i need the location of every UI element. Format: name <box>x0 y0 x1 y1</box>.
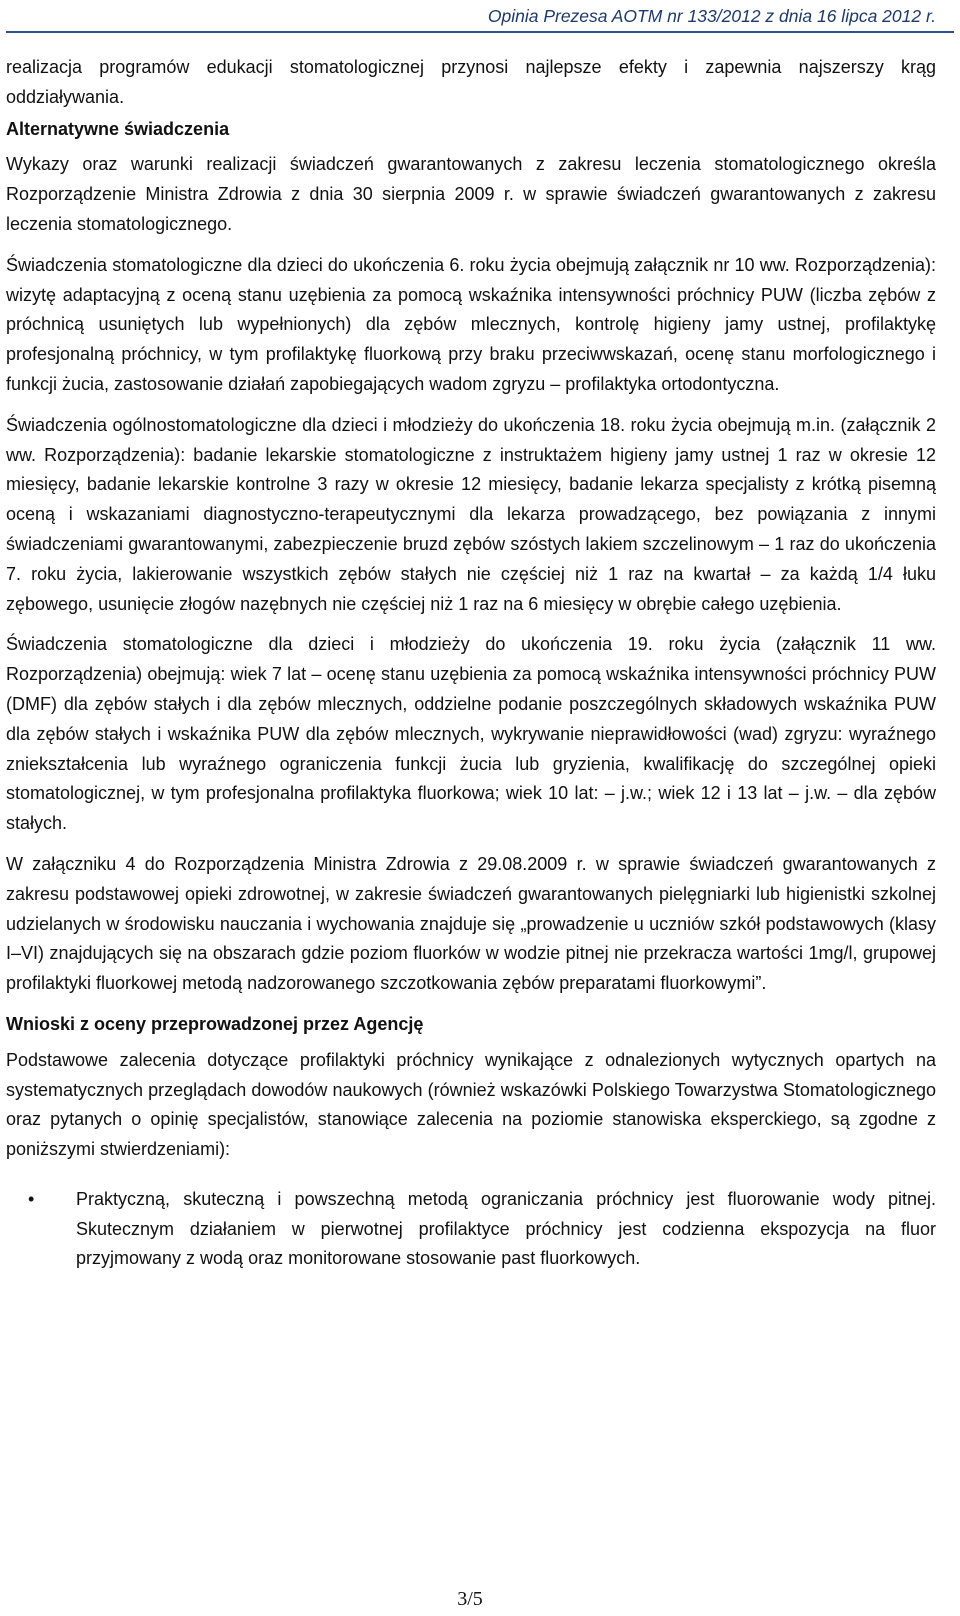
paragraph-children-under-18: Świadczenia ogólnostomatologiczne dla dzieci i młodzieży do ukończenia 18. roku życia obejmują m.in. (załącznik 2 ww. Rozporządzenia): badanie lekarskie stomatologiczne z instruktażem higieny jamy ustnej 1 raz w okresie 12 miesięcy, badanie lekarskie kontrolne 3 razy w okresie 12 miesięcy, badanie lekarza specjalisty z krótką pisemną oceną i wskazaniami diagnostyczno-terapeutycznymi dla lekarza prowadzącego, bez powiązania z innymi świadczeniami gwarantowanymi, zabezpieczenie bruzd zębów szóstych lakiem szczelinowym – 1 raz do ukończenia 7. roku życia, lakierowanie wszystkich zębów stałych nie częściej niż 1 raz na kwartał – za każdą 1/4 łuku zębowego, usunięcie złogów nazębnych nie częściej niż 1 raz na 6 miesięcy w obrębie całego uzębienia. <box>6 414 936 614</box>
paragraph-children-under-6: Świadczenia stomatologiczne dla dzieci do ukończenia 6. roku życia obejmują załącznik nr 10 ww. Rozporządzenia): wizytę adaptacyjną z oceną stanu uzębienia za pomocą wskaźnika intensywności próchnicy PUW (liczba zębów z próchnicą usuniętych lub wypełnionych) dla zębów mlecznych, kontrolę higieny jamy ustnej, profilaktykę profesjonalną próchnicy, w tym profilaktykę fluorkową przy braku przeciwwskazań, ocenę stanu morfologicznego i funkcji żucia, zastosowanie działań zapobiegających wadom zgryzu – profilaktyka ortodontyczna. <box>6 254 936 394</box>
page-number: 3/5 <box>457 1588 483 1610</box>
header-divider <box>6 31 954 33</box>
paragraph-children-under-19: Świadczenia stomatologiczne dla dzieci i młodzieży do ukończenia 19. roku życia (załącznik 11 ww. Rozporządzenia) obejmują: wiek 7 lat – ocenę stanu uzębienia za pomocą wskaźnika intensywności próchnicy PUW (DMF) dla zębów stałych i dla zębów mlecznych, oddzielne podanie poszczególnych składowych wskaźnika PUW dla zębów stałych i wskaźnika PUW dla zębów mlecznych, wykrywanie nieprawidłowości (wad) zgryzu: wyraźnego zniekształcenia lub wyraźnego ograniczenia funkcji żucia lub gryzienia, kwalifikację do szczególnej opieki stomatologicznej, w tym profesjonalna profilaktyka fluorkowa; wiek 10 lat: – j.w.; wiek 12 i 13 lat – j.w. – dla zębów stałych. <box>6 634 936 834</box>
paragraph-intro-continuation: realizacja programów edukacji stomatologicznej przynosi najlepsze efekty i zapewnia najszerszy krąg oddziaływania. <box>6 57 936 107</box>
paragraph-recommendations: Podstawowe zalecenia dotyczące profilaktyki próchnicy wynikające z odnalezionych wytycznych opartych na systematycznych przeglądach dowodów naukowych (również wskazówki Polskiego Towarzystwa Stomatologicznego oraz pytanych o opinię specjalistów, stanowiące zalecenia na poziomie stanowiska eksperckiego, są zgodne z poniższymi stwierdzeniami): <box>6 1049 936 1160</box>
paragraph-annex-4: W załączniku 4 do Rozporządzenia Ministra Zdrowia z 29.08.2009 r. w sprawie świadczeń gwarantowanych z zakresu podstawowej opieki zdrowotnej, w zakresie świadczeń gwarantowanych pielęgniarki lub higienistki szkolnej udzielanych w środowisku nauczania i wychowania znajduje się „prowadzenie u uczniów szkół podstawowych (klasy I–VI) znajdujących się na obszarach gdzie poziom fluorków w wodzie pitnej nie przekracza wartości 1mg/l, grupowej profilaktyki fluorkowej metodą nadzorowanego szczotkowania zębów preparatami fluorkowymi”. <box>6 853 936 994</box>
heading-conclusions: Wnioski z oceny przeprowadzonej przez Agencję <box>6 1013 424 1034</box>
running-header: Opinia Prezesa AOTM nr 133/2012 z dnia 16 lipca 2012 r. <box>487 6 936 26</box>
document-body <box>6 53 936 1274</box>
list-item-text: Praktyczną, skuteczną i powszechną metodą ograniczania próchnicy jest fluorowanie wody pitnej. Skutecznym działaniem w pierwotnej profilaktyce próchnicy jest codzienna ekspozycja na fluor przyjmowany z wodą oraz monitorowane stosowanie past fluorkowych. <box>76 1188 936 1269</box>
heading-alternative-services: Alternatywne świadczenia <box>6 118 230 139</box>
recommendation-list <box>6 1185 936 1274</box>
paragraph-regulation-intro: Wykazy oraz warunki realizacji świadczeń gwarantowanych z zakresu leczenia stomatologicznego określa Rozporządzenie Ministra Zdrowia z dnia 30 sierpnia 2009 r. w sprawie świadczeń gwarantowanych z zakresu leczenia stomatologicznego. <box>6 154 936 234</box>
list-item <box>6 1185 936 1274</box>
bullet-icon: • <box>28 1188 35 1209</box>
